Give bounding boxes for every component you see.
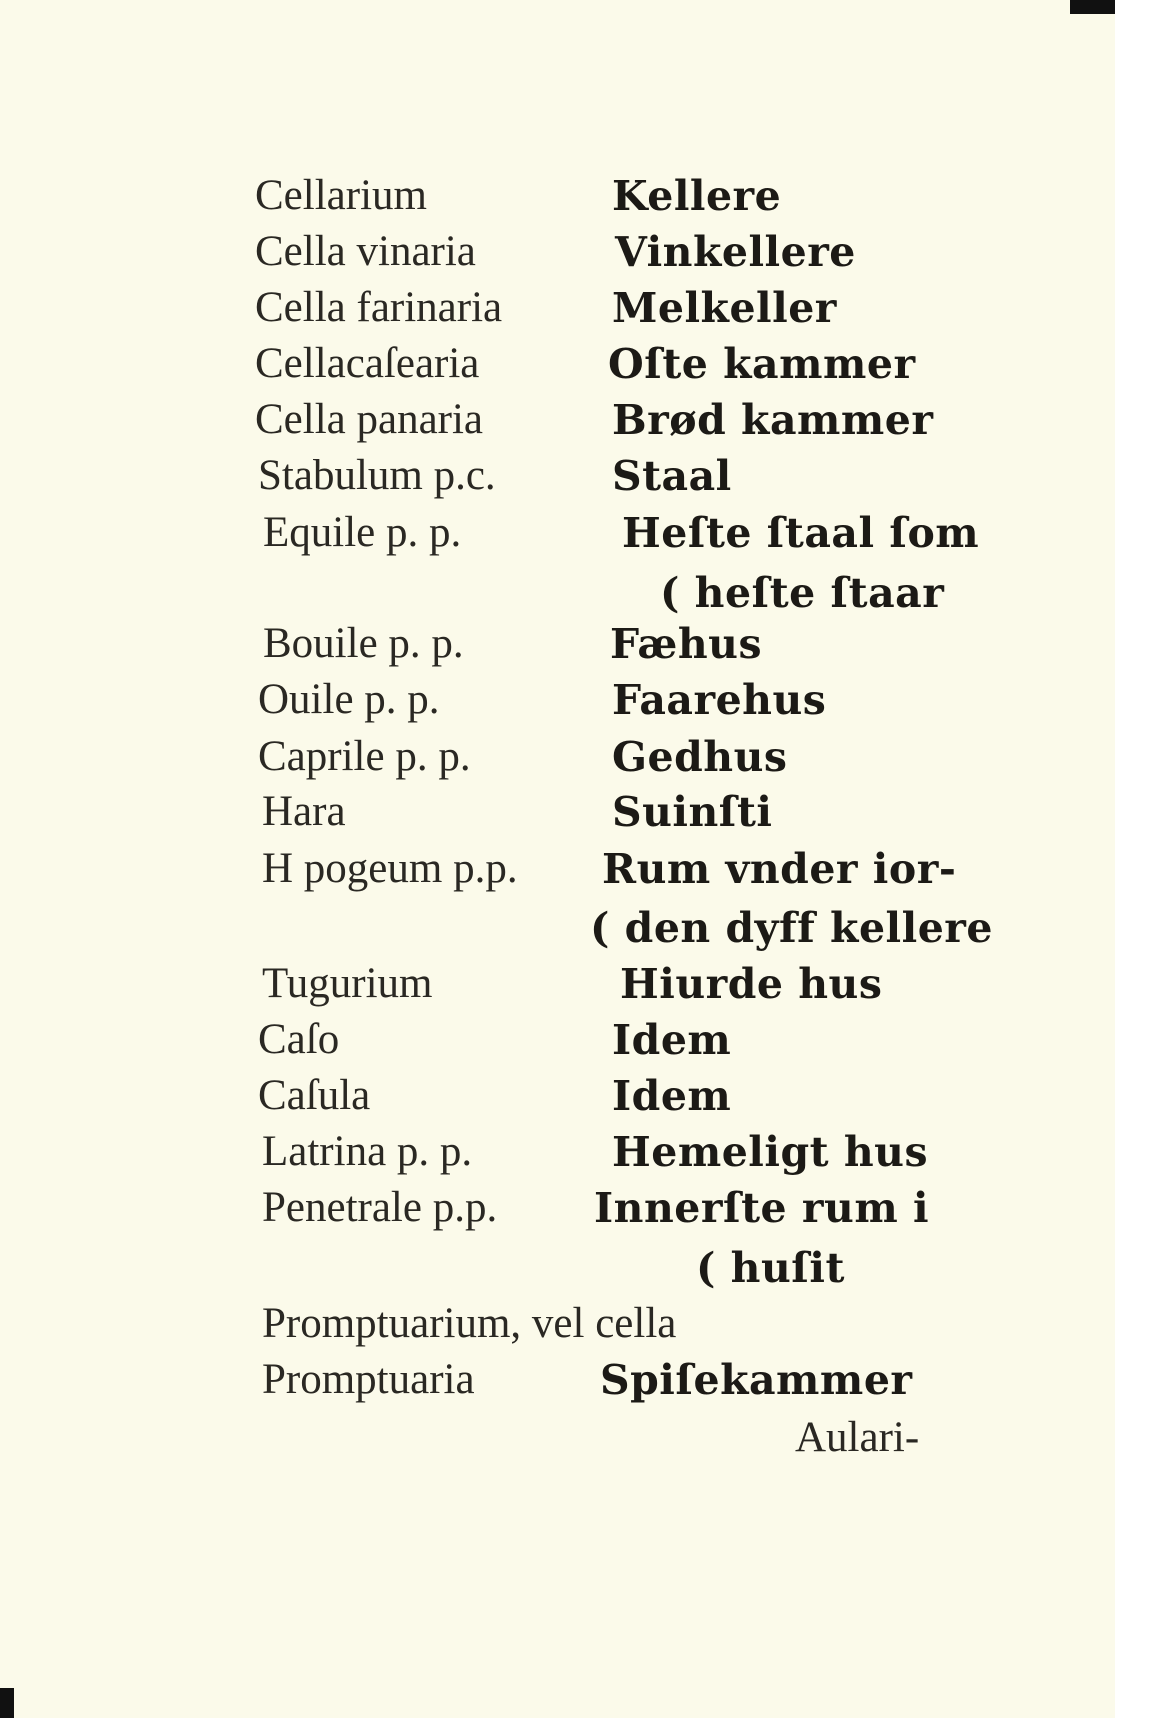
latin-term: Caprile p. p. (258, 733, 471, 780)
danish-term: Gedhus (612, 733, 788, 781)
glossary-entry (0, 1296, 1115, 1356)
glossary-entry (0, 841, 1115, 901)
latin-term: Promptuaria (262, 1356, 475, 1403)
latin-term: Cellarium (255, 172, 427, 219)
latin-term: Caſo (258, 1016, 340, 1063)
latin-term: Cella vinaria (255, 228, 476, 275)
glossary-entry (0, 1068, 1115, 1128)
latin-term: Promptuarium, vel cella (262, 1300, 677, 1347)
latin-term: H pogeum p.p. (262, 845, 518, 892)
danish-term-continuation: ( heſte ſtaar (660, 569, 945, 617)
danish-term: Vinkellere (615, 228, 856, 276)
danish-term: Fæhus (610, 620, 763, 668)
glossary-entry (0, 1180, 1115, 1240)
latin-term: Cella panaria (255, 396, 484, 443)
danish-term: Innerſte rum i (594, 1184, 930, 1232)
glossary-entry (0, 672, 1115, 732)
glossary-entry (0, 729, 1115, 789)
danish-term-continuation: ( den dyff kellere (590, 904, 993, 952)
glossary-continuation (0, 900, 1115, 960)
latin-term: Caſula (258, 1072, 371, 1119)
glossary-entry (0, 336, 1115, 396)
scan-edge-mark (1070, 0, 1115, 14)
latin-term: Cellacaſearia (255, 340, 480, 387)
danish-term: Melkeller (612, 284, 837, 332)
glossary-entry (0, 616, 1115, 676)
glossary-entry (0, 168, 1115, 228)
danish-term: Suinſti (612, 788, 773, 836)
danish-term: Staal (612, 452, 732, 500)
scan-edge-mark (0, 1688, 14, 1718)
danish-term: Heſte ſtaal ſom (622, 509, 980, 557)
latin-term: Ouile p. p. (258, 676, 440, 723)
latin-term: Tugurium (262, 960, 433, 1007)
latin-term: Latrina p. p. (262, 1128, 473, 1175)
glossary-entry (0, 1352, 1115, 1412)
glossary-entry (0, 956, 1115, 1016)
danish-term: Brød kammer (612, 396, 934, 444)
danish-term: Faarehus (612, 676, 827, 724)
danish-term: Spiſekammer (600, 1356, 913, 1404)
danish-term: Idem (612, 1072, 732, 1120)
danish-term: Idem (612, 1016, 732, 1064)
danish-term: Hiurde hus (620, 960, 883, 1008)
latin-term: Stabulum p.c. (258, 452, 496, 499)
danish-term: Hemeligt hus (612, 1128, 929, 1176)
danish-term: Kellere (612, 172, 782, 220)
glossary-entry (0, 505, 1115, 565)
danish-term: Oſte kammer (608, 340, 916, 388)
latin-term: Equile p. p. (263, 509, 462, 556)
glossary-continuation (0, 1240, 1115, 1300)
glossary-entry (0, 392, 1115, 452)
glossary-entry (0, 280, 1115, 340)
catchword: Aulari- (795, 1414, 920, 1461)
danish-term: Rum vnder ior- (602, 845, 957, 893)
glossary-entry (0, 784, 1115, 844)
glossary-entry (0, 1124, 1115, 1184)
glossary-entry (0, 224, 1115, 284)
latin-term: Penetrale p.p. (262, 1184, 498, 1231)
danish-term-continuation: ( huſit (696, 1244, 845, 1292)
glossary-entry (0, 448, 1115, 508)
latin-term: Cella farinaria (255, 284, 503, 331)
latin-term: Hara (262, 788, 346, 835)
glossary-entry (0, 1012, 1115, 1072)
latin-term: Bouile p. p. (263, 620, 464, 667)
